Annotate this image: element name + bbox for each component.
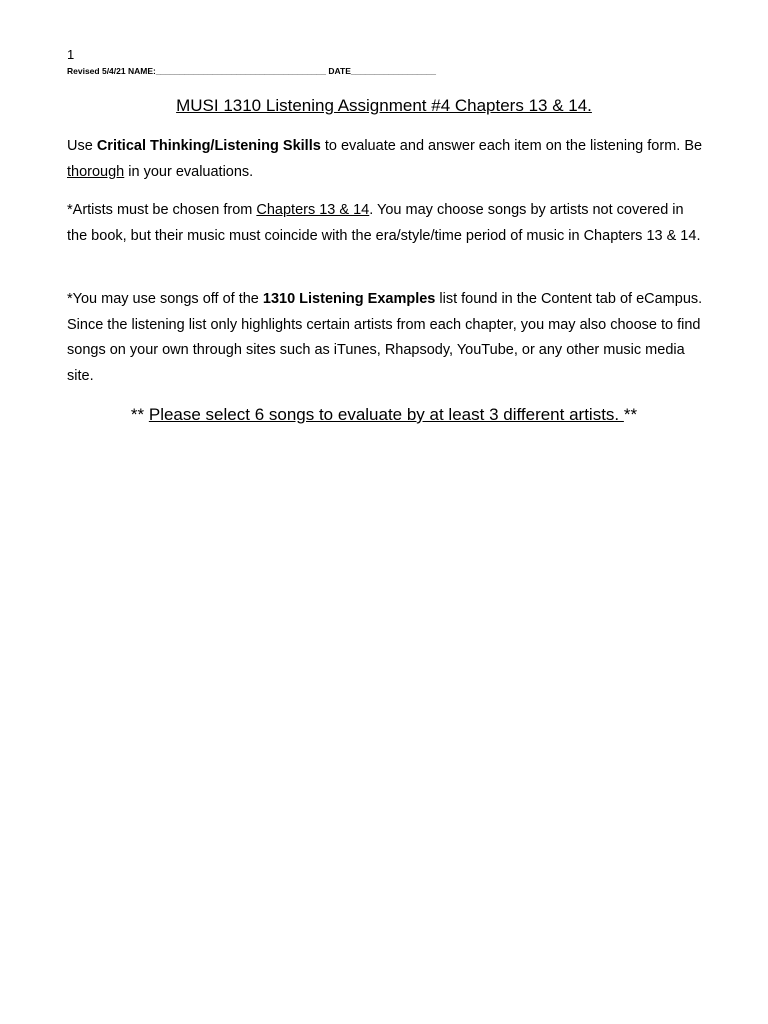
- callout-text: Please select 6 songs to evaluate by at least 3 different artists.: [148, 405, 624, 424]
- selection-requirement: [0, 403, 768, 427]
- callout-prefix: **: [130, 405, 149, 424]
- artists-paragraph: [67, 198, 707, 249]
- bold-text: Critical Thinking/Listening Skills: [96, 138, 321, 154]
- bold-text: 1310 Listening Examples: [262, 291, 436, 307]
- instructions-paragraph: [67, 134, 707, 185]
- underlined-text: thorough: [67, 163, 125, 180]
- songs-source-paragraph: [67, 287, 707, 389]
- text-run: in your evaluations.: [124, 163, 254, 180]
- text-run: *Artists must be chosen from: [67, 202, 257, 218]
- assignment-title: MUSI 1310 Listening Assignment #4 Chapters 13 & 14.: [176, 96, 592, 115]
- page-number: 1: [67, 47, 75, 62]
- text-run: . You may choose songs by artists not covered in the book, but their music must coincide with the era/style/time period of music in Chapters 13 & 14.: [67, 202, 701, 244]
- revised-name-date-line: Revised 5/4/21 NAME:____________________________________ DATE__________________: [67, 66, 436, 76]
- text-run: Use: [67, 138, 97, 154]
- text-run: list found in the Content tab of eCampus. Since the listening list only highlights certain artists from each chapter, you may also choose to find songs on your own through sites such as iTunes, Rhapsody, YouTube, or any other music media site.: [67, 291, 703, 384]
- text-run: *You may use songs off of the: [67, 291, 263, 307]
- callout-suffix: **: [623, 405, 638, 424]
- underlined-text: Chapters 13 & 14: [256, 202, 370, 218]
- text-run: to evaluate and answer each item on the listening form. Be: [320, 138, 703, 154]
